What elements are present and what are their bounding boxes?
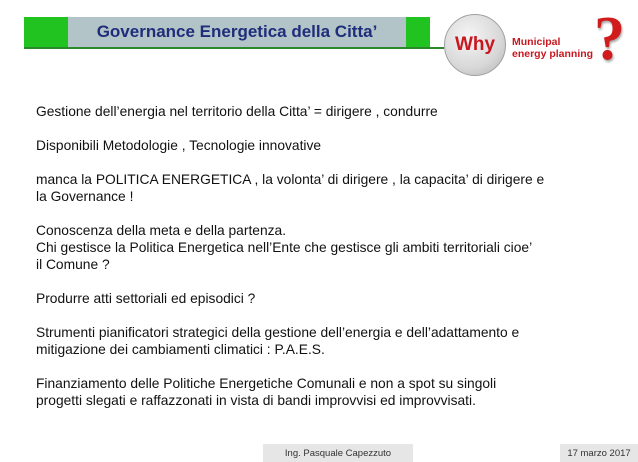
paragraph-line: Chi gestisce la Politica Energetica nell’Ente che gestisce gli ambiti territoriali cioe’ [36,240,533,255]
logo-subtitle [512,36,593,60]
paragraph-7 [36,375,608,409]
paragraph-line: Strumenti pianificatori strategici della gestione dell’energia e dell’adattamento e [36,325,520,340]
header-accent-right [406,17,430,47]
slide-body [36,103,608,426]
footer-author: Ing. Pasquale Capezzuto [263,444,413,462]
page-title: Governance Energetica della Citta’ [96,22,378,41]
header-divider [24,47,444,49]
paragraph-3 [36,171,608,205]
paragraph-line: mitigazione dei cambiamenti climatici : P.A.E.S. [36,342,325,357]
question-mark-icon: ? [594,5,625,73]
paragraph-line: il Comune ? [36,257,110,272]
paragraph-line: la Governance ! [36,189,134,204]
paragraph-line: Finanziamento delle Politiche Energetiche Comunali e non a spot su singoli [36,376,497,391]
paragraph-6 [36,324,608,358]
why-label: Why [454,34,496,55]
paragraph-line: Produrre atti settoriali ed episodici ? [36,291,256,306]
paragraph-line: manca la POLITICA ENERGETICA , la volonta’ di dirigere , la capacita’ di dirigere e [36,172,545,187]
header-title-box [68,17,406,47]
paragraph-4 [36,222,608,273]
paragraph-2 [36,137,608,154]
logo-subtitle-line1: Municipal [512,36,561,48]
why-badge [444,14,506,76]
paragraph-5 [36,290,608,307]
paragraph-line: progetti slegati e raffazzonati in vista di bandi improvvisi ed improvvisati. [36,393,476,408]
paragraph-1 [36,103,608,120]
paragraph-line: Gestione dell’energia nel territorio della Citta’ = dirigere , condurre [36,104,438,119]
paragraph-line: Conoscenza della meta e della partenza. [36,223,287,238]
header-accent-left [24,17,68,47]
logo-subtitle-line2: energy planning [512,48,594,60]
footer-date: 17 marzo 2017 [560,444,638,462]
paragraph-line: Disponibili Metodologie , Tecnologie innovative [36,138,322,153]
municipal-energy-planning-logo [444,5,625,80]
